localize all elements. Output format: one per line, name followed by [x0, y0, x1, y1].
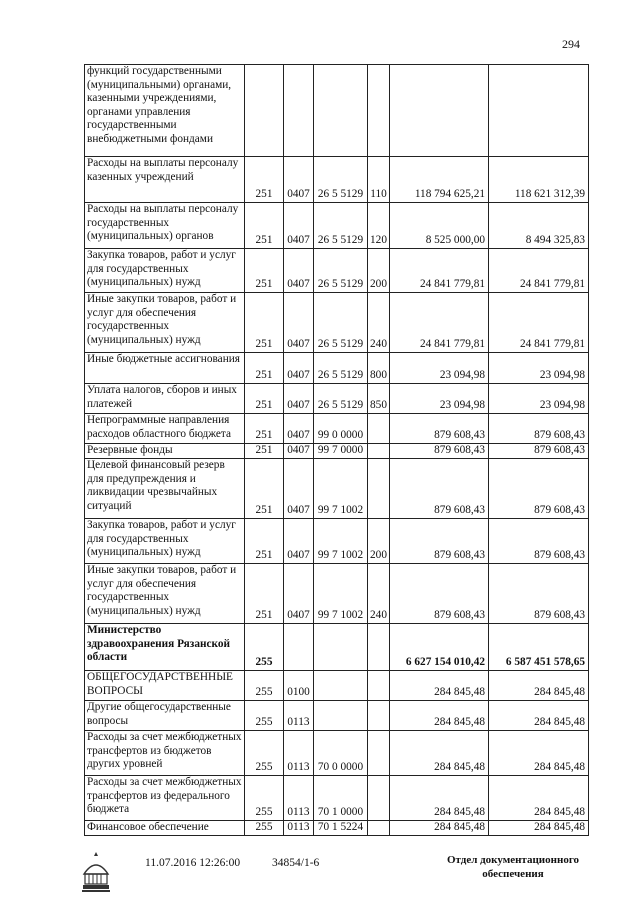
row-code-cell: 255	[245, 731, 284, 776]
row-name-cell: Иные закупки товаров, работ и услуг для обеспечения государственных (муниципальных) нужд	[85, 564, 245, 624]
table-row	[85, 821, 589, 836]
table-row	[85, 564, 589, 624]
row-value1-cell	[390, 65, 489, 157]
row-section-cell: 0100	[284, 671, 314, 701]
row-value2-cell	[489, 65, 589, 157]
row-code-cell: 251	[245, 203, 284, 249]
row-target-cell: 99 7 1002	[314, 564, 368, 624]
row-value1-cell: 879 608,43	[390, 519, 489, 564]
row-value2-cell: 284 845,48	[489, 821, 589, 836]
row-code-cell: 251	[245, 444, 284, 459]
table-row	[85, 157, 589, 203]
row-section-cell: 0407	[284, 353, 314, 384]
row-type-cell	[368, 776, 390, 821]
row-target-cell: 99 7 1002	[314, 519, 368, 564]
row-value1-cell: 879 608,43	[390, 414, 489, 444]
row-type-cell: 200	[368, 519, 390, 564]
row-target-cell: 26 5 5129	[314, 384, 368, 414]
row-name-cell: Закупка товаров, работ и услуг для государственных (муниципальных) нужд	[85, 249, 245, 293]
table-row	[85, 414, 589, 444]
row-type-cell: 850	[368, 384, 390, 414]
row-code-cell: 251	[245, 459, 284, 519]
row-value2-cell: 118 621 312,39	[489, 157, 589, 203]
row-value1-cell: 6 627 154 010,42	[390, 624, 489, 671]
row-name-cell: Иные закупки товаров, работ и услуг для обеспечения государственных (муниципальных) нужд	[85, 293, 245, 353]
table-row	[85, 776, 589, 821]
row-value1-cell: 23 094,98	[390, 384, 489, 414]
row-value2-cell: 24 841 779,81	[489, 249, 589, 293]
row-name-cell: Закупка товаров, работ и услуг для государственных (муниципальных) нужд	[85, 519, 245, 564]
row-code-cell	[245, 65, 284, 157]
row-section-cell: 0407	[284, 203, 314, 249]
row-value2-cell: 879 608,43	[489, 444, 589, 459]
budget-table-body	[85, 65, 589, 836]
row-value1-cell: 8 525 000,00	[390, 203, 489, 249]
row-target-cell: 26 5 5129	[314, 249, 368, 293]
row-section-cell: 0407	[284, 249, 314, 293]
row-type-cell: 110	[368, 157, 390, 203]
row-value2-cell: 23 094,98	[489, 384, 589, 414]
row-code-cell: 251	[245, 564, 284, 624]
row-value1-cell: 879 608,43	[390, 444, 489, 459]
row-target-cell: 99 0 0000	[314, 414, 368, 444]
row-value1-cell: 24 841 779,81	[390, 293, 489, 353]
table-row	[85, 624, 589, 671]
row-target-cell: 26 5 5129	[314, 353, 368, 384]
table-row	[85, 671, 589, 701]
row-section-cell: 0407	[284, 414, 314, 444]
footer-department-line1: Отдел документационного	[446, 854, 580, 866]
table-row	[85, 293, 589, 353]
row-section-cell: 0407	[284, 157, 314, 203]
row-code-cell: 255	[245, 776, 284, 821]
row-type-cell	[368, 701, 390, 731]
table-row	[85, 519, 589, 564]
row-value1-cell: 284 845,48	[390, 776, 489, 821]
row-type-cell	[368, 414, 390, 444]
table-row	[85, 459, 589, 519]
row-value2-cell: 284 845,48	[489, 776, 589, 821]
row-name-cell: Финансовое обеспечение	[85, 821, 245, 836]
budget-table	[84, 64, 589, 836]
row-type-cell	[368, 65, 390, 157]
row-value2-cell: 6 587 451 578,65	[489, 624, 589, 671]
row-target-cell: 70 1 0000	[314, 776, 368, 821]
row-code-cell: 251	[245, 157, 284, 203]
row-section-cell: 0113	[284, 731, 314, 776]
row-value1-cell: 118 794 625,21	[390, 157, 489, 203]
row-section-cell: 0113	[284, 776, 314, 821]
row-section-cell: 0407	[284, 459, 314, 519]
row-type-cell	[368, 731, 390, 776]
row-code-cell: 251	[245, 353, 284, 384]
row-value1-cell: 284 845,48	[390, 731, 489, 776]
row-type-cell	[368, 444, 390, 459]
row-target-cell	[314, 701, 368, 731]
row-type-cell	[368, 671, 390, 701]
row-value1-cell: 284 845,48	[390, 671, 489, 701]
row-name-cell: Непрограммные направления расходов областного бюджета	[85, 414, 245, 444]
row-value2-cell: 23 094,98	[489, 353, 589, 384]
row-type-cell	[368, 459, 390, 519]
row-section-cell: 0407	[284, 293, 314, 353]
table-row	[85, 353, 589, 384]
row-name-cell: Расходы на выплаты персоналу казенных учреждений	[85, 157, 245, 203]
row-section-cell: 0407	[284, 564, 314, 624]
row-code-cell: 251	[245, 519, 284, 564]
row-type-cell: 120	[368, 203, 390, 249]
row-target-cell: 70 1 5224	[314, 821, 368, 836]
row-value1-cell: 284 845,48	[390, 821, 489, 836]
emblem-icon	[80, 850, 112, 894]
row-target-cell: 99 7 1002	[314, 459, 368, 519]
row-code-cell: 251	[245, 414, 284, 444]
row-value2-cell: 284 845,48	[489, 731, 589, 776]
table-row	[85, 701, 589, 731]
row-value2-cell: 879 608,43	[489, 414, 589, 444]
row-value2-cell: 879 608,43	[489, 459, 589, 519]
footer-department-line2: обеспечения	[482, 868, 544, 880]
table-row	[85, 65, 589, 157]
row-code-cell: 255	[245, 671, 284, 701]
row-type-cell: 240	[368, 293, 390, 353]
row-name-cell: Другие общегосударственные вопросы	[85, 701, 245, 731]
row-value1-cell: 284 845,48	[390, 701, 489, 731]
row-value1-cell: 24 841 779,81	[390, 249, 489, 293]
footer-department	[438, 853, 588, 881]
table-row	[85, 249, 589, 293]
row-section-cell: 0407	[284, 384, 314, 414]
row-name-cell: Расходы за счет межбюджетных трансфертов из бюджетов других уровней	[85, 731, 245, 776]
page-number: 294	[562, 37, 580, 51]
row-value2-cell: 879 608,43	[489, 519, 589, 564]
row-value2-cell: 284 845,48	[489, 671, 589, 701]
row-section-cell	[284, 65, 314, 157]
row-section-cell: 0407	[284, 519, 314, 564]
row-name-cell: Иные бюджетные ассигнования	[85, 353, 245, 384]
row-value1-cell: 879 608,43	[390, 564, 489, 624]
row-code-cell: 255	[245, 821, 284, 836]
row-code-cell: 251	[245, 293, 284, 353]
row-target-cell	[314, 624, 368, 671]
row-target-cell	[314, 671, 368, 701]
table-row	[85, 444, 589, 459]
row-name-cell: функций государственными (муниципальными) органами, казенными учреждениями, органами управления государственными внебюджетными фондами	[85, 65, 245, 157]
row-value2-cell: 8 494 325,83	[489, 203, 589, 249]
row-type-cell: 200	[368, 249, 390, 293]
table-row	[85, 203, 589, 249]
row-target-cell: 70 0 0000	[314, 731, 368, 776]
row-target-cell: 26 5 5129	[314, 293, 368, 353]
footer-doc-code: 34854/1-6	[272, 857, 320, 869]
table-row	[85, 384, 589, 414]
row-value2-cell: 284 845,48	[489, 701, 589, 731]
row-type-cell: 800	[368, 353, 390, 384]
row-type-cell	[368, 624, 390, 671]
row-name-cell: ОБЩЕГОСУДАРСТВЕННЫЕ ВОПРОСЫ	[85, 671, 245, 701]
row-code-cell: 255	[245, 701, 284, 731]
row-target-cell: 26 5 5129	[314, 203, 368, 249]
row-name-cell: Расходы на выплаты персоналу государственных (муниципальных) органов	[85, 203, 245, 249]
row-target-cell: 26 5 5129	[314, 157, 368, 203]
row-value2-cell: 24 841 779,81	[489, 293, 589, 353]
row-code-cell: 251	[245, 249, 284, 293]
row-type-cell	[368, 821, 390, 836]
row-value1-cell: 879 608,43	[390, 459, 489, 519]
row-name-cell: Целевой финансовый резерв для предупреждения и ликвидации чрезвычайных ситуаций	[85, 459, 245, 519]
row-code-cell: 251	[245, 384, 284, 414]
row-value1-cell: 23 094,98	[390, 353, 489, 384]
row-value2-cell: 879 608,43	[489, 564, 589, 624]
row-section-cell: 0407	[284, 444, 314, 459]
row-section-cell: 0113	[284, 821, 314, 836]
row-target-cell	[314, 65, 368, 157]
row-section-cell	[284, 624, 314, 671]
row-target-cell: 99 7 0000	[314, 444, 368, 459]
row-type-cell: 240	[368, 564, 390, 624]
row-name-cell: Расходы за счет межбюджетных трансфертов из федерального бюджета	[85, 776, 245, 821]
row-name-cell: Министерство здравоохранения Рязанской области	[85, 624, 245, 671]
row-name-cell: Уплата налогов, сборов и иных платежей	[85, 384, 245, 414]
row-name-cell: Резервные фонды	[85, 444, 245, 459]
table-row	[85, 731, 589, 776]
footer-date: 11.07.2016 12:26:00	[145, 857, 241, 869]
row-section-cell: 0113	[284, 701, 314, 731]
row-code-cell: 255	[245, 624, 284, 671]
